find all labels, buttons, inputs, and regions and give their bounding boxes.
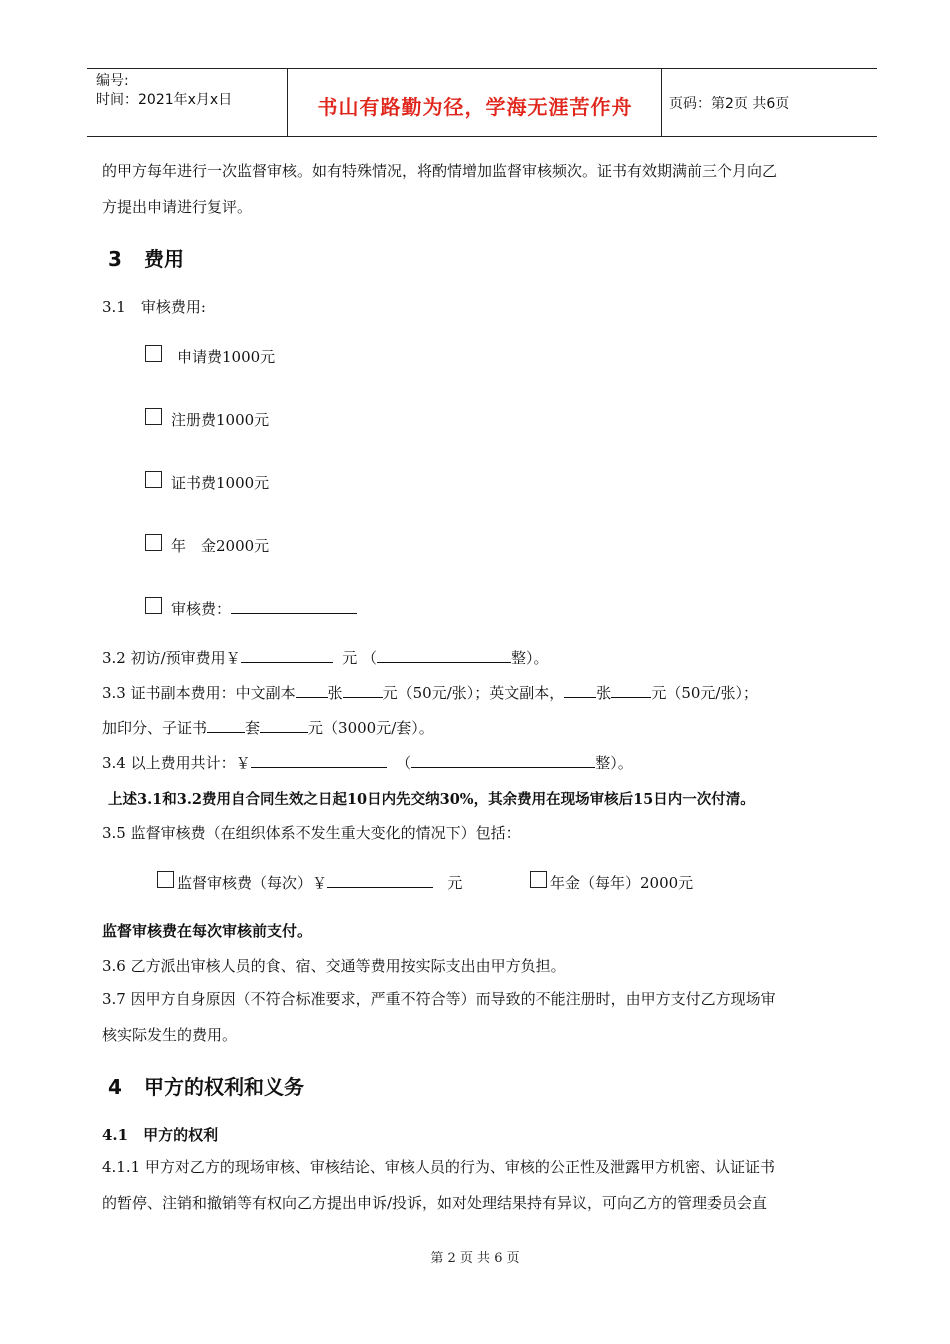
fill-blank[interactable] [377,648,511,663]
page-header [87,68,877,137]
clause-3-3 [102,682,758,703]
clause-text: 整）。 [595,754,633,772]
clause-text: 监督审核费（每次）￥ [177,874,328,892]
clause-4-1-1 [102,1149,854,1221]
fee-checkbox[interactable] [145,471,162,488]
clause-3-1: 3.1 审核费用: [102,298,206,316]
fee-label: 申请费1000元 [177,348,276,366]
audit-fee-blank[interactable] [231,599,357,614]
page-footer: 第 2 页 共 6 页 [430,1251,520,1266]
audit-fee-label: 审核费： [171,600,232,618]
fee-checkbox[interactable] [145,597,162,614]
header-meta [96,72,232,110]
clause-line: 的暂停、注销和撤销等有权向乙方提出申诉/投诉，如对处理结果持有异议，可向乙方的管理委员会直 [102,1194,768,1212]
fee-label: 证书费1000元 [171,474,270,492]
fill-blank[interactable] [611,683,651,698]
fill-blank[interactable] [260,718,308,733]
section-title: 费用 [144,247,184,271]
clause-text: 元（50元/张）； [651,684,758,702]
fill-blank[interactable] [343,683,383,698]
clause-line: 核实际发生的费用。 [102,1026,238,1044]
time-label: 时间：2021年x月x日 [96,92,233,108]
supervision-note: 监督审核费在每次审核前支付。 [102,922,313,940]
clause-text: 元（3000元/套）。 [308,719,434,737]
serial-label: 编号: [96,73,129,89]
clause-text: 元 （ [342,649,378,667]
annual-fee-label: 年金（每年）2000元 [550,874,694,892]
fee-checkbox[interactable] [145,534,162,551]
section-number: 4 [108,1075,122,1099]
clause-text: 元 [447,874,463,892]
section-4-heading [108,1071,304,1100]
clause-text: 元（50元/张）；英文副本， [382,684,565,702]
clause-3-2 [102,647,549,668]
fill-blank[interactable] [296,683,328,698]
fill-blank[interactable] [207,718,245,733]
clause-3-6: 3.6 乙方派出审核人员的食、宿、交通等费用按实际支出由甲方负担。 [102,957,566,975]
section-3-heading [108,243,184,272]
annual-fee-checkbox[interactable] [530,871,547,888]
fee-checkbox[interactable] [145,345,162,362]
supervision-fee-checkbox[interactable] [157,871,174,888]
clause-text: 3.2 初访/预审费用￥ [102,649,241,667]
intro-line: 的甲方每年进行一次监督审核。如有特殊情况，将酌情增加监督审核频次。证书有效期满前三个月向乙 [102,162,778,180]
payment-note: 上述3.1和3.2费用自合同生效之日起10日内先交纳30%，其余费用在现场审核后15日内一次付清。 [108,791,755,808]
intro-line: 方提出申请进行复评。 [102,198,253,216]
fill-blank[interactable] [564,683,596,698]
clause-line: 3.7 因甲方自身原因（不符合标准要求，严重不符合等）而导致的不能注册时，由甲方支付乙方现场审 [102,990,776,1008]
header-page-number: 页码：第2页 共6页 [669,96,790,112]
fee-label: 年 金2000元 [171,537,270,555]
fee-checkbox[interactable] [145,408,162,425]
clause-text: 套 [245,719,261,737]
fill-blank[interactable] [327,873,433,888]
header-motto: 书山有路勤为径，学海无涯苦作舟 [317,95,633,119]
clause-text: （ [396,754,412,772]
clause-text: 张 [327,684,343,702]
intro-paragraph [102,153,854,225]
clause-line: 4.1.1 甲方对乙方的现场审核、审核结论、审核人员的行为、审核的公正性及泄露甲方机密、认证证书 [102,1158,775,1176]
clause-text: 张 [596,684,612,702]
clause-text: 加印分、子证书 [102,719,208,737]
fill-blank[interactable] [411,753,595,768]
fill-blank[interactable] [251,753,387,768]
clause-3-7 [102,981,854,1053]
supervision-fee-label [177,872,462,893]
clause-3-4 [102,752,633,773]
clause-3-3-cont [102,717,434,738]
section-number: 3 [108,247,122,271]
fee-label: 注册费1000元 [171,411,270,429]
fill-blank[interactable] [241,648,333,663]
clause-4-1: 4.1 甲方的权利 [102,1126,219,1144]
section-title: 甲方的权利和义务 [144,1075,304,1099]
clause-text: 整）。 [511,649,549,667]
clause-3-5: 3.5 监督审核费（在组织体系不发生重大变化的情况下）包括： [102,824,521,842]
clause-text: 3.3 证书副本费用：中文副本 [102,684,296,702]
clause-text: 3.4 以上费用共计：￥ [102,754,251,772]
fee-label [171,598,357,619]
